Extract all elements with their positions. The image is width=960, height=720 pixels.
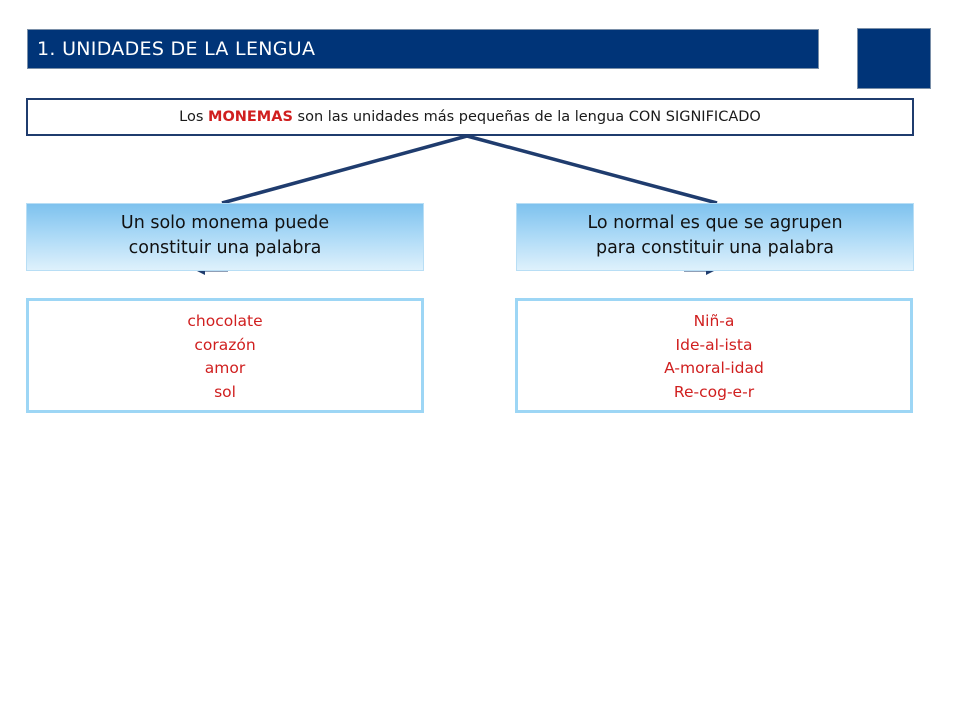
example-word: chocolate bbox=[187, 312, 263, 330]
monema-definition bbox=[26, 98, 914, 136]
definition-keyword: MONEMAS bbox=[208, 109, 293, 125]
definition-suffix: son las unidades más pequeñas de la lengua CON SIGNIFICADO bbox=[292, 109, 761, 125]
example-word: Ide-al-ista bbox=[675, 335, 753, 354]
slide-title: 1. UNIDADES DE LA LENGUA bbox=[27, 29, 819, 69]
definition-prefix: Los bbox=[179, 109, 209, 125]
decorative-square bbox=[857, 28, 931, 89]
concept-grouped-monemas bbox=[516, 203, 914, 271]
concept-left-line1: Un solo monema puede bbox=[120, 213, 330, 233]
example-word: A-moral-idad bbox=[664, 359, 764, 377]
example-word: Niñ-a bbox=[693, 312, 735, 330]
examples-single bbox=[26, 298, 424, 413]
example-word: Re-cog-e-r bbox=[673, 382, 755, 401]
example-word: amor bbox=[204, 359, 246, 377]
concept-right-line1: Lo normal es que se agrupen bbox=[587, 213, 843, 233]
examples-grouped bbox=[515, 298, 913, 413]
concept-right-line2: para constituir una palabra bbox=[595, 238, 835, 258]
example-word: sol bbox=[214, 382, 236, 401]
connector-left bbox=[222, 136, 467, 203]
example-word: corazón bbox=[194, 335, 256, 354]
concept-single-monema bbox=[26, 203, 424, 271]
connector-right bbox=[467, 136, 717, 203]
concept-left-line2: constituir una palabra bbox=[128, 238, 322, 258]
